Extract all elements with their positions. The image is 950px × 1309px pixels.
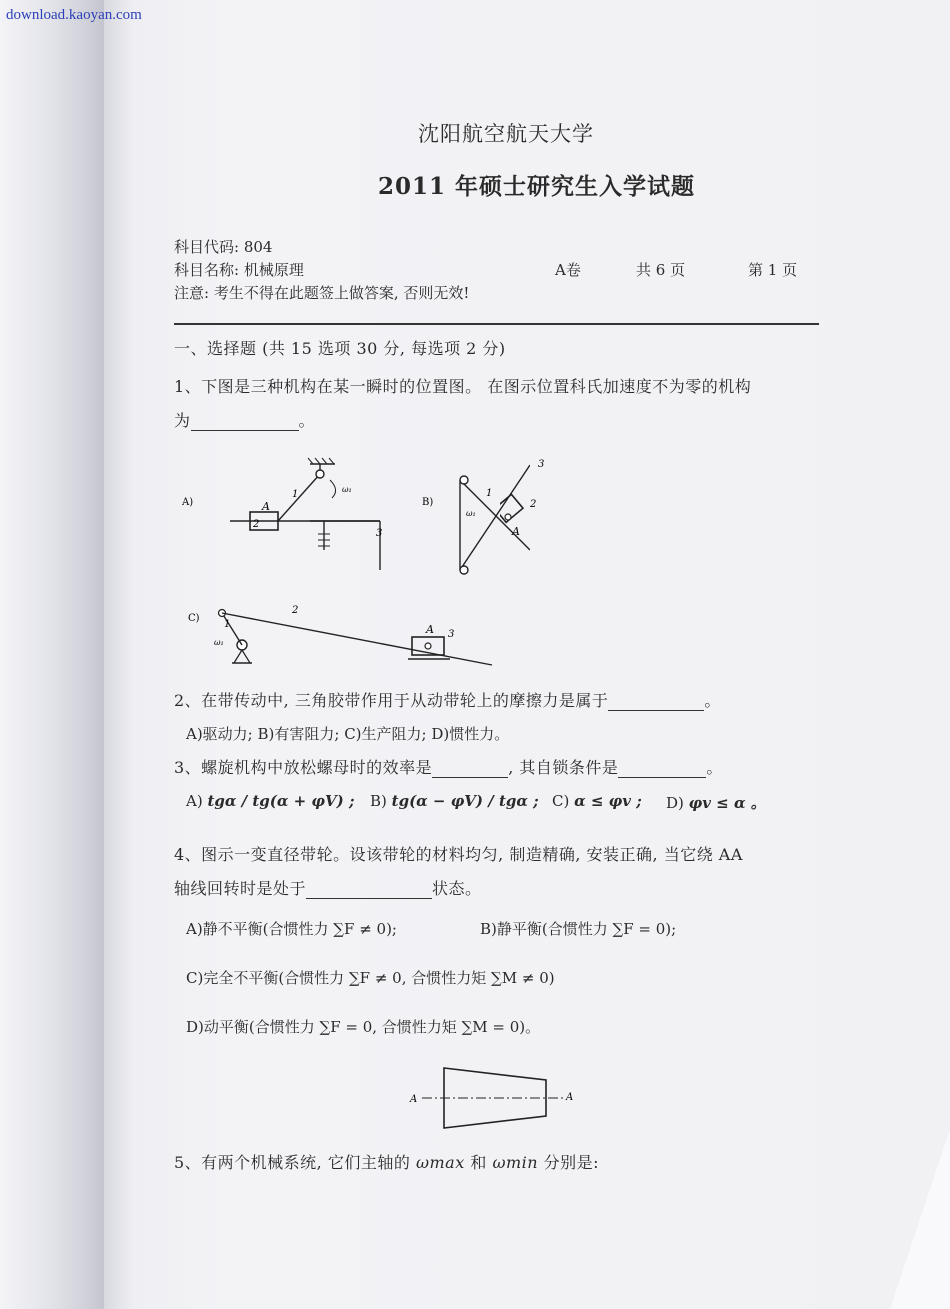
q4-option-a: A)静不平衡(合惯性力 ∑F ≠ 0); (186, 920, 397, 938)
q4-fig-left-label: A (410, 1094, 418, 1105)
subject-code: 科目代码: 804 (174, 238, 273, 256)
fig-a-omega: ω₁ (342, 485, 352, 494)
exam-title: 2011 年硕士研究生入学试题 (378, 173, 696, 200)
fig-b-omega: ω₁ (466, 509, 476, 518)
fig-c-point: A (426, 623, 434, 636)
q2-line (174, 688, 721, 711)
q5-line (174, 1150, 599, 1173)
fig-c-label: C) (188, 613, 200, 624)
q3-option-c (552, 792, 642, 810)
book-spine-shadow (0, 0, 110, 1309)
q4-option-b: B)静平衡(合惯性力 ∑F = 0); (480, 920, 677, 938)
q1-answer-blank[interactable] (191, 411, 299, 431)
q1-text: 1、下图是三种机构在某一瞬时的位置图。 在图示位置科氏加速度不为零的机构 (174, 377, 752, 396)
fig-a-label: A) (182, 497, 194, 508)
q3-opt-b: tg(α − φV) / tgα ; (391, 792, 539, 810)
q4-text: 4、图示一变直径带轮。设该带轮的材料均匀, 制造精确, 安装正确, 当它绕 AA (174, 845, 743, 864)
q5-omega-min: ωmin (492, 1153, 539, 1172)
q3-end: 。 (706, 758, 723, 777)
q3-opt-b-label: B) (370, 792, 387, 810)
q3-opt-a-label: A) (186, 792, 203, 810)
q2-text: 2、在带传动中, 三角胶带作用于从动带轮上的摩擦力是属于 (174, 691, 609, 710)
header-rule (174, 323, 819, 325)
q3-opt-c: α ≤ φv ; (574, 792, 642, 810)
fig-b-point: A (512, 525, 520, 538)
q3-opt-a: tgα / tg(α + φV) ; (207, 792, 355, 810)
q3-line (174, 755, 723, 778)
fig-a-n2: 2 (253, 519, 260, 530)
q3-option-a (186, 792, 355, 810)
q1-figure-c (180, 595, 500, 675)
fig-b-label: B) (422, 497, 434, 508)
watermark-link[interactable]: download.kaoyan.com (6, 7, 142, 23)
q5-and: 和 (470, 1153, 487, 1172)
fig-b-n2: 2 (530, 499, 537, 510)
q2-options: A)驱动力; B)有害阻力; C)生产阻力; D)惯性力。 (186, 725, 510, 743)
page-fold-corner (890, 1129, 950, 1309)
q3-option-b (370, 792, 539, 810)
fig-b-n3: 3 (538, 459, 545, 470)
q3-opt-c-label: C) (552, 792, 570, 810)
q3-text: 3、螺旋机构中放松螺母时的效率是 (174, 758, 433, 777)
q5-omega-max: ωmax (415, 1153, 465, 1172)
q4-option-d: D)动平衡(合惯性力 ∑F = 0, 合惯性力矩 ∑M = 0)。 (186, 1018, 541, 1036)
q1-end: 。 (298, 411, 316, 430)
fig-c-n2: 2 (292, 605, 299, 616)
fig-b-n1: 1 (486, 488, 493, 499)
q3-option-d (666, 792, 766, 813)
q3-answer-blank-1[interactable] (432, 758, 508, 778)
q4-fig-right-label: A (566, 1092, 574, 1103)
fig-a-point: A (262, 500, 270, 513)
fig-c-n1: 1 (224, 619, 231, 630)
fig-c-omega: ω₁ (214, 638, 224, 647)
q4-prefix: 轴线回转时是处于 (174, 879, 307, 898)
q4-end: 状态。 (432, 879, 482, 898)
q1-line2 (174, 408, 315, 431)
q4-line2 (174, 876, 482, 899)
subject-name: 科目名称: 机械原理 (174, 261, 304, 279)
fig-a-n3: 3 (376, 528, 383, 539)
q3-mid: , 其自锁条件是 (508, 758, 619, 777)
q1-prefix: 为 (174, 411, 191, 430)
q5-end: 分别是: (543, 1153, 600, 1172)
section-title: 一、选择题 (共 15 选项 30 分, 每选项 2 分) (174, 339, 506, 358)
q4-pulley-figure (400, 1064, 590, 1134)
paper-version: A卷 (555, 261, 581, 279)
q1-figure-b-right (500, 455, 560, 545)
q4-option-c: C)完全不平衡(合惯性力 ∑F ≠ 0, 合惯性力矩 ∑M ≠ 0) (186, 969, 555, 987)
q3-opt-d-label: D) (666, 794, 684, 812)
q5-text: 5、有两个机械系统, 它们主轴的 (174, 1153, 411, 1172)
total-pages: 共 6 页 (636, 261, 686, 279)
q2-answer-blank[interactable] (608, 691, 704, 711)
fig-c-n3: 3 (448, 629, 455, 640)
q4-answer-blank[interactable] (306, 879, 432, 899)
q3-answer-blank-2[interactable] (618, 758, 706, 778)
university-name: 沈阳航空航天大学 (418, 122, 594, 146)
fig-a-n1: 1 (292, 489, 299, 500)
exam-notice: 注意: 考生不得在此题签上做答案, 否则无效! (174, 284, 470, 302)
page-number: 第 1 页 (748, 261, 798, 279)
q1-figure-a-b (170, 450, 530, 580)
q3-opt-d: φv ≤ α 。 (688, 794, 766, 812)
q2-end: 。 (704, 691, 721, 710)
